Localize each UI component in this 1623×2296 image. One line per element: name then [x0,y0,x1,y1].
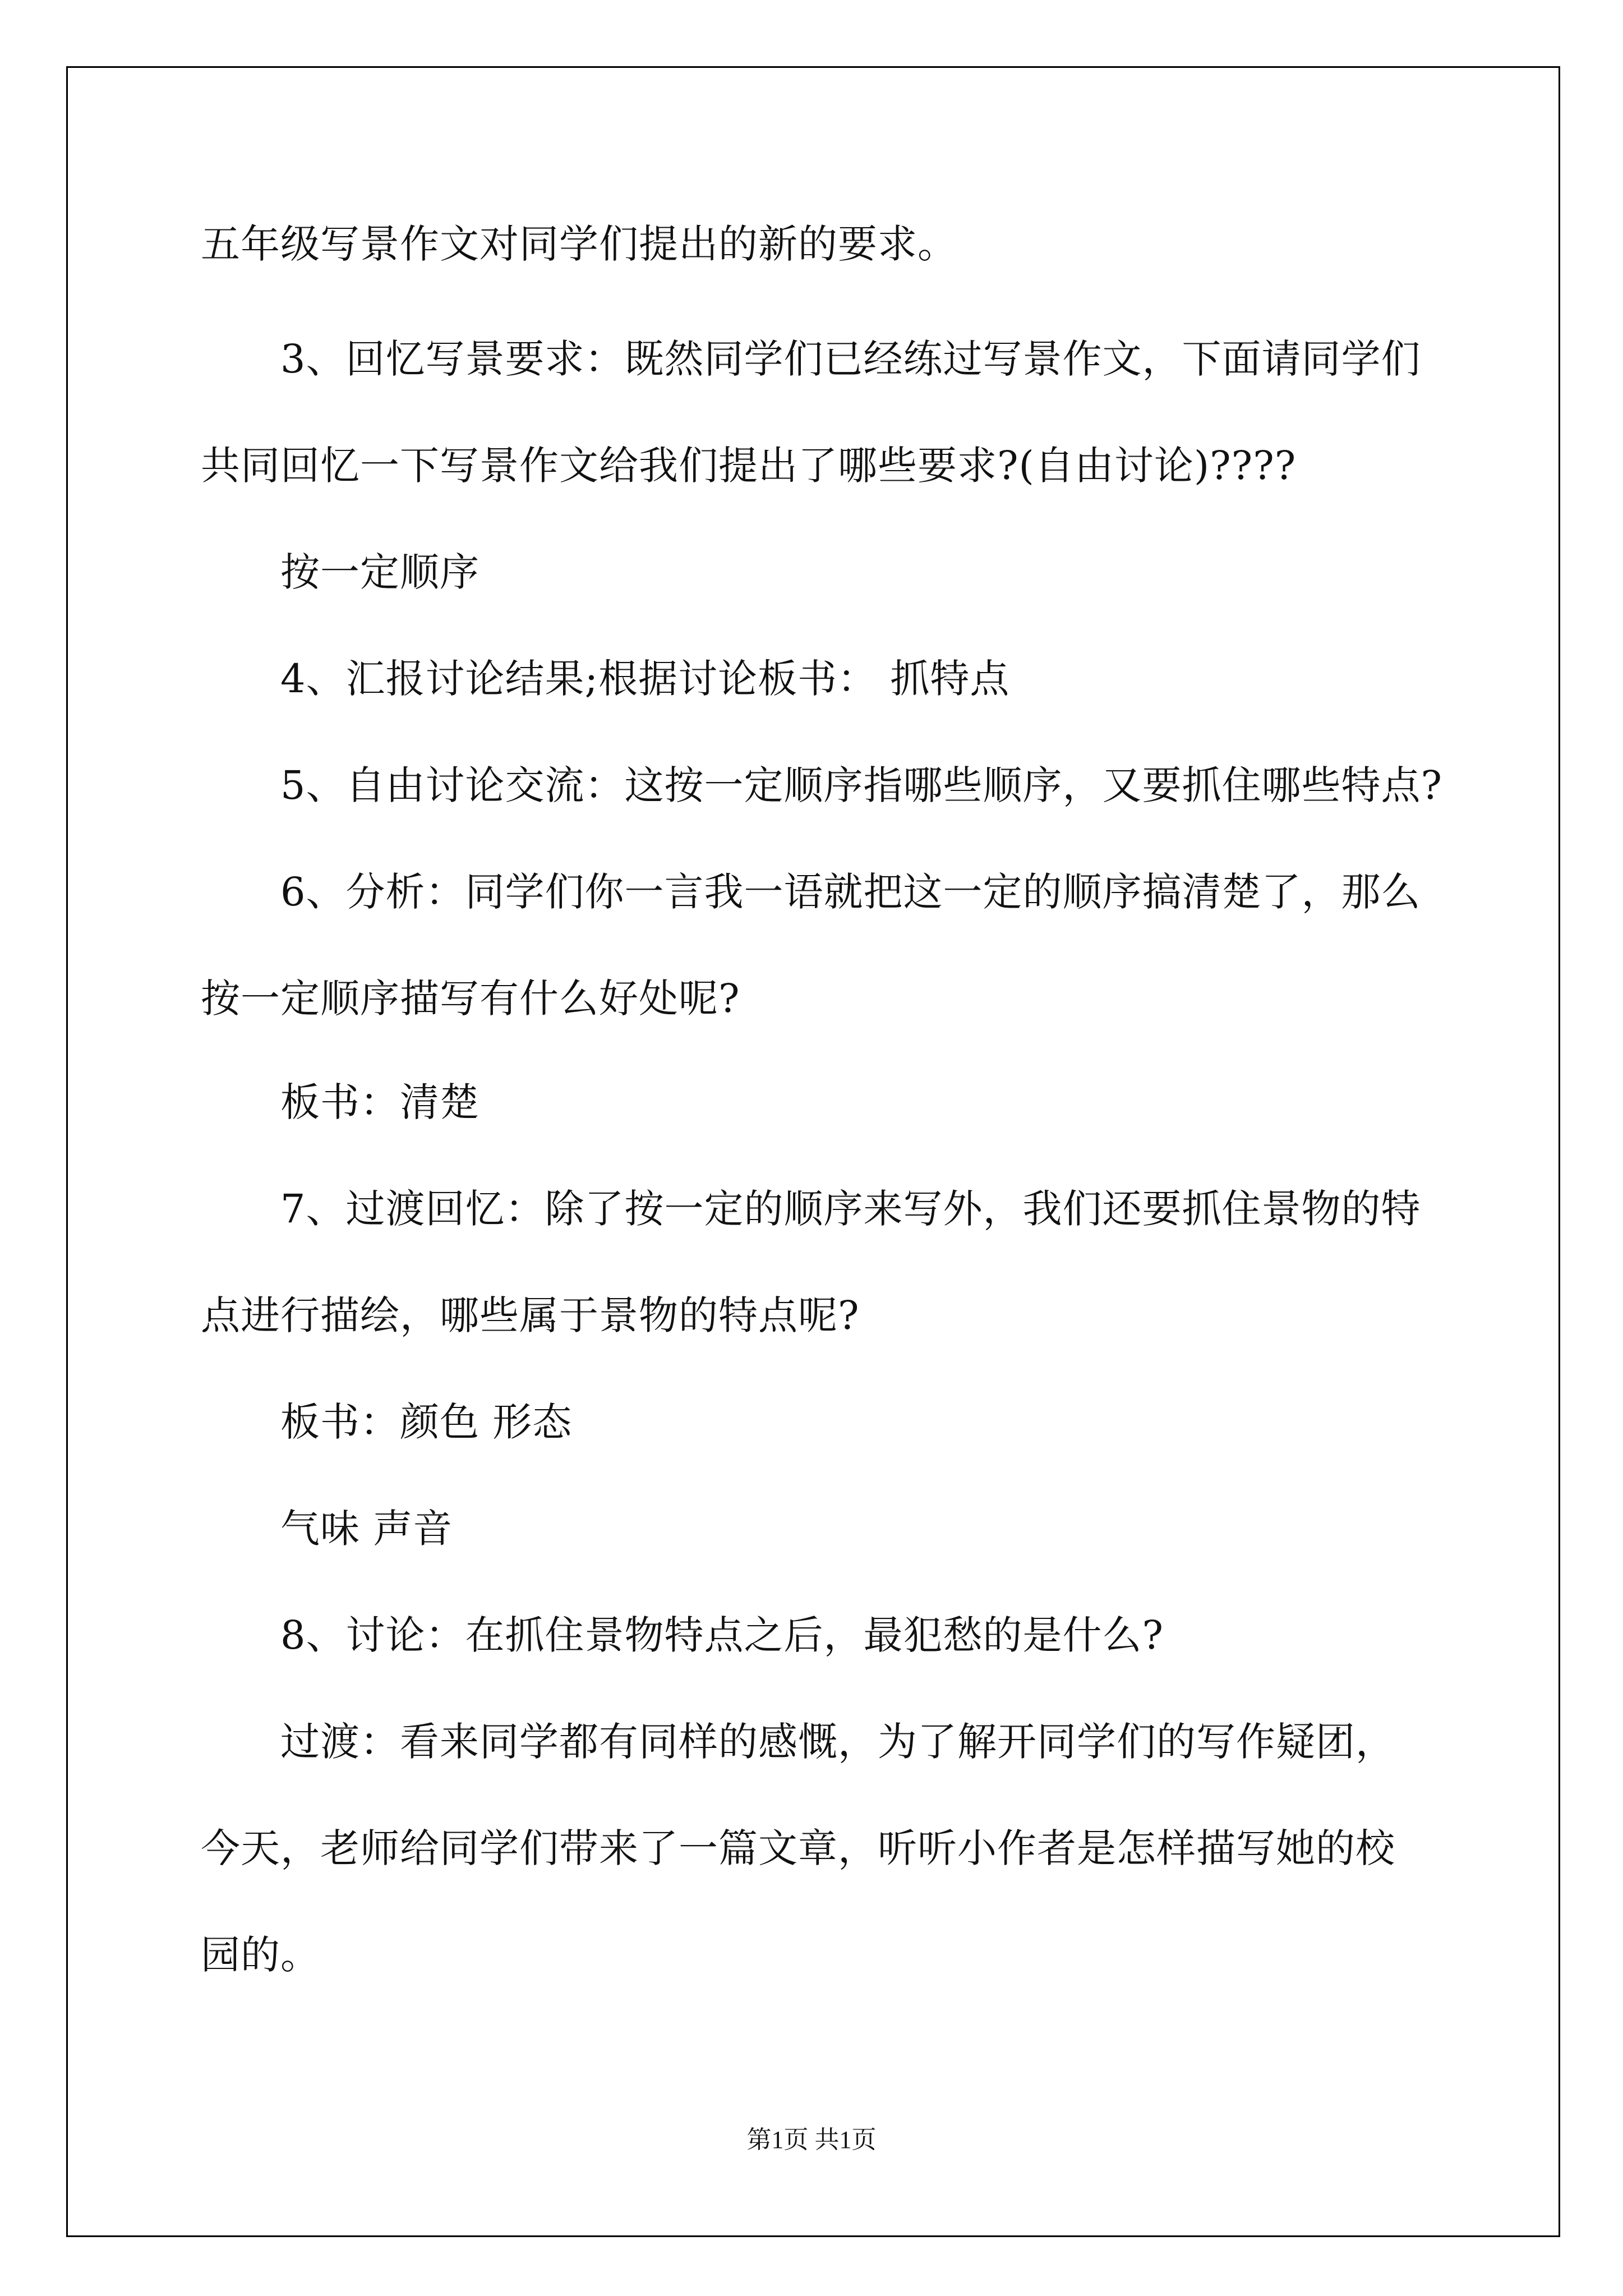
text-line: 3、回忆写景要求：既然同学们已经练过写景作文，下面请同学们 [280,336,1421,382]
text-line: 园的。 [201,1932,320,1978]
text-line: 4、汇报讨论结果;根据讨论板书： 抓特点 [280,656,1010,702]
text-line: 6、分析：同学们你一言我一语就把这一定的顺序搞清楚了，那么 [280,869,1421,915]
text-line: 点进行描绘，哪些属于景物的特点呢? [201,1292,860,1338]
text-line: 按一定顺序 [280,549,479,595]
text-line: 五年级写景作文对同学们提出的新的要求。 [201,221,957,267]
text-line: 气味 声音 [280,1506,453,1552]
page-border [66,66,1560,2237]
text-line: 板书：清楚 [280,1079,479,1125]
text-line: 5、自由讨论交流：这按一定顺序指哪些顺序，又要抓住哪些特点? [280,762,1443,808]
text-line: 共同回忆一下写景作文给我们提出了哪些要求?(自由讨论)???? [201,443,1297,489]
page-number: 第1页 共1页 [746,2126,877,2154]
text-line: 8、讨论：在抓住景物特点之后，最犯愁的是什么? [280,1612,1164,1658]
text-line: 过渡：看来同学都有同样的感慨，为了解开同学们的写作疑团， [280,1719,1395,1765]
text-line: 板书：颜色 形态 [280,1399,573,1445]
text-line: 7、过渡回忆：除了按一定的顺序来写外，我们还要抓住景物的特 [280,1186,1421,1232]
text-line: 今天，老师给同学们带来了一篇文章，听听小作者是怎样描写她的校 [201,1825,1395,1871]
text-line: 按一定顺序描写有什么好处呢? [201,976,740,1022]
